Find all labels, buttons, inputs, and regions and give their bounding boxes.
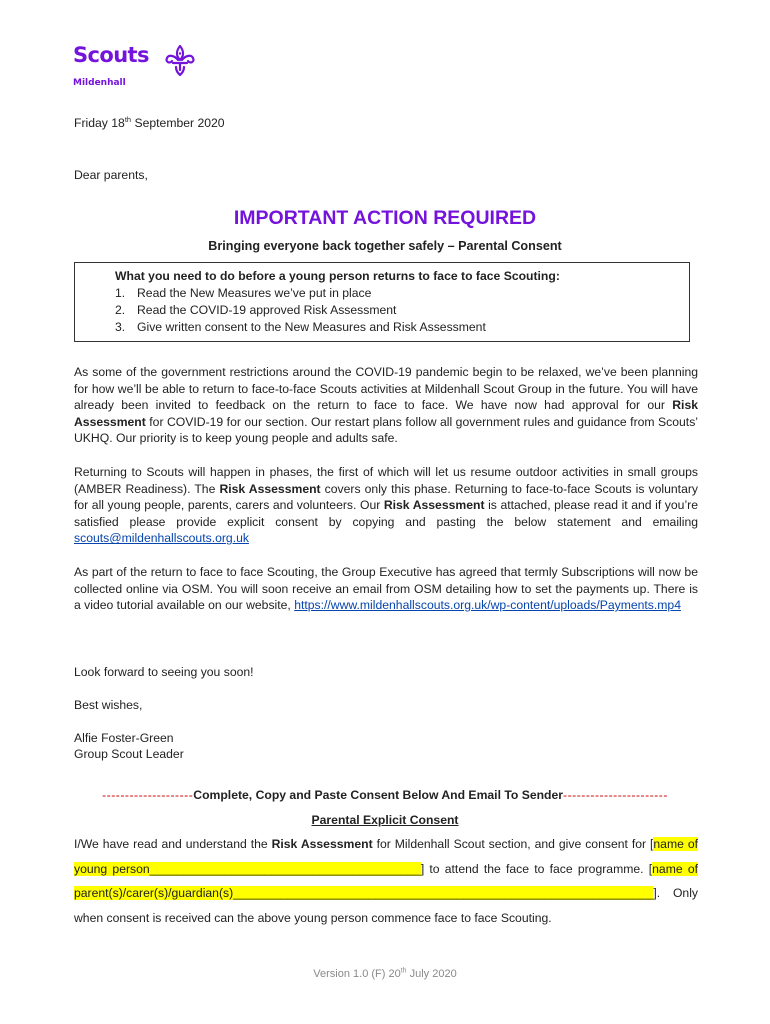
subscriptions-paragraph (74, 564, 698, 614)
list-text: Give written consent to the New Measures and Risk Assessment (137, 320, 486, 334)
intro-paragraph (74, 364, 698, 447)
signatory-role: Group Scout Leader (74, 747, 184, 761)
date-rest: September 2020 (131, 116, 225, 130)
paragraph-text: As part of the return to face to face Scouting, the Group Executive has agreed that termly Subscriptions will now be collected online via OSM. You will soon receive an email from OSM detailing how to set the payments up. There is a video tutorial available on our website, (74, 565, 698, 613)
action-steps-box (74, 262, 690, 342)
email-link[interactable]: scouts@mildenhallscouts.org.uk (74, 531, 249, 546)
sign-off: Best wishes, (74, 698, 143, 712)
list-number: 2. (115, 303, 126, 317)
separator-dashes-right: ----------------------- (563, 788, 668, 802)
list-item (115, 285, 486, 302)
paragraph-text: Returning to Scouts will happen in phases, the first of which will let us resume outdoor activities in small groups (AMBER Readiness). The (74, 465, 698, 496)
paragraph-text: for COVID-19 for our section. Our restart plans follow all government rules and guidance from Scouts’ UKHQ. Our priority is to keep young people and adults safe. (74, 414, 698, 446)
risk-assessment-emphasis: Risk Assessment (74, 398, 698, 429)
guardian-name-blank: name of parent(s)/carer(s)/guardian(s)______________________________________________________________ (74, 861, 698, 901)
consent-text: ] to attend the face to face programme. [ (420, 861, 653, 876)
consent-separator (0, 787, 770, 804)
list-item (115, 302, 486, 319)
paragraph-text: As some of the government restrictions around the COVID-19 pandemic begin to be relaxed, we’ve been planning for how we’ll be able to return to face-to-face Scouts activities at Mildenhall Scout Group in the future. You will have already been invited to feedback on the return to face to face. We have now had approval for our (74, 365, 698, 413)
footer-version: Version 1.0 (F) 20 (313, 968, 401, 980)
footer-ordinal: th (400, 967, 407, 975)
logo-subtitle: Mildenhall (73, 78, 126, 88)
date-ordinal: th (124, 114, 132, 124)
closing-line: Look forward to seeing you soon! (74, 665, 254, 679)
signatory-name: Alfie Foster-Green (74, 731, 174, 745)
list-number: 3. (115, 320, 126, 334)
version-footer (0, 966, 770, 983)
separator-dashes-left: -------------------- (102, 788, 194, 802)
payments-video-link[interactable]: https://www.mildenhallscouts.org.uk/wp-content/uploads/Payments.mp4 (294, 598, 681, 613)
young-person-name-blank: name of young person________________________________________ (74, 837, 698, 876)
logo-wordmark: Scouts (73, 43, 149, 67)
page-subtitle: Bringing everyone back together safely – Parental Consent (208, 239, 562, 253)
risk-assessment-emphasis: Risk Assessment (219, 481, 321, 496)
action-steps-list (115, 285, 486, 336)
consent-heading: Parental Explicit Consent (311, 813, 459, 827)
separator-text: Complete, Copy and Paste Consent Below And Email To Sender (193, 788, 564, 802)
consent-text: I/We have read and understand the (74, 837, 272, 851)
risk-assessment-emphasis: Risk Assessment (383, 498, 485, 513)
action-steps-heading: What you need to do before a young person returns to face to face Scouting: (115, 269, 560, 283)
list-number: 1. (115, 286, 126, 300)
page-title: IMPORTANT ACTION REQUIRED (233, 207, 537, 229)
consent-statement (74, 832, 698, 930)
letter-date (74, 115, 225, 132)
fleur-de-lis-icon (163, 44, 197, 78)
list-text: Read the COVID-19 approved Risk Assessment (137, 303, 397, 317)
list-item (115, 319, 486, 336)
consent-text: ]. Only when consent is received can the above young person commence face to face Scouting. (74, 886, 698, 925)
risk-assessment-emphasis: Risk Assessment (271, 837, 373, 851)
footer-rest: July 2020 (406, 968, 457, 980)
phases-paragraph (74, 464, 698, 547)
paragraph-text: is attached, please read it and if you’re satisfied please provide explicit consent by copying and pasting the below statement and emailing (74, 498, 698, 529)
list-text: Read the New Measures we’ve put in place (137, 286, 372, 300)
date-day: Friday 18 (74, 116, 125, 130)
paragraph-text: covers only this phase. Returning to face-to-face Scouts is voluntary for all young people, parents, carers and volunteers. Our (74, 481, 698, 513)
greeting: Dear parents, (74, 168, 148, 182)
consent-text: for Mildenhall Scout section, and give consent for [ (372, 837, 654, 851)
